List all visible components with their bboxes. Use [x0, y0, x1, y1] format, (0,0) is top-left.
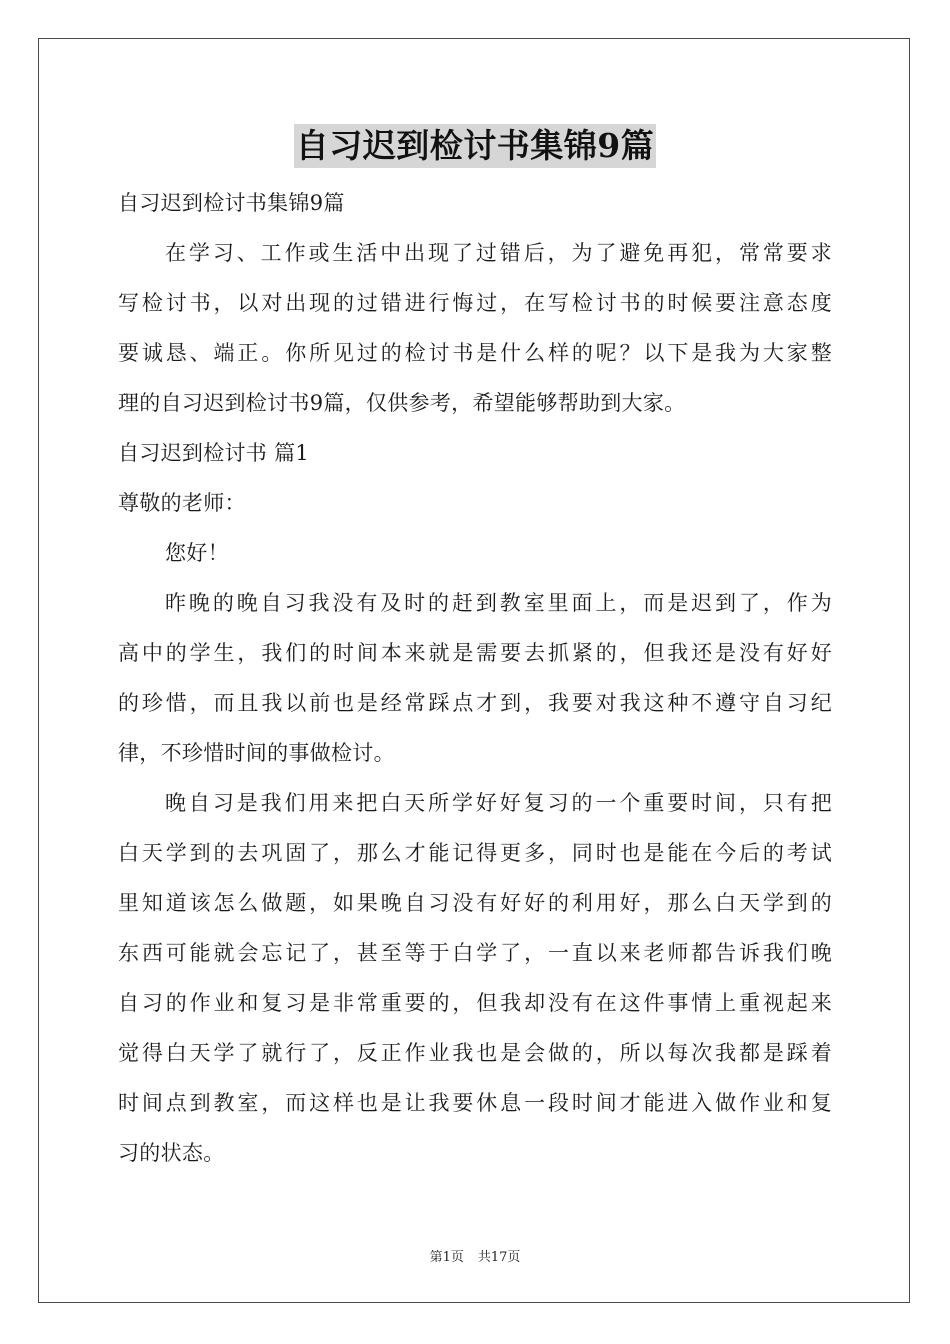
- text-line: 习的状态。: [118, 1141, 225, 1165]
- text-line: 理的自习迟到检讨书9篇，仅供参考，希望能够帮助到大家。: [118, 391, 686, 415]
- page-total: 共17页: [477, 1250, 521, 1265]
- text-line: 昨晚的晚自习我没有及时的赶到教室里面上，而是迟到了，作为: [165, 591, 832, 615]
- document-body: [118, 178, 832, 1178]
- text-line: 在学习、工作或生活中出现了过错后，为了避免再犯，常常要求: [165, 241, 832, 265]
- text-line: 自习迟到检讨书 篇1: [118, 441, 310, 465]
- text-line: 写检讨书，以对出现的过错进行悔过，在写检讨书的时候要注意态度: [118, 291, 832, 315]
- text-line: 律，不珍惜时间的事做检讨。: [118, 741, 395, 765]
- text-line: 晚自习是我们用来把白天所学好好复习的一个重要时间，只有把: [165, 791, 832, 815]
- text-line: 的珍惜，而且我以前也是经常踩点才到，我要对我这种不遵守自习纪: [118, 691, 832, 715]
- text-line: 东西可能就会忘记了，甚至等于白学了，一直以来老师都告诉我们晚: [118, 941, 832, 965]
- text-line: 高中的学生，我们的时间本来就是需要去抓紧的，但我还是没有好好: [118, 641, 832, 665]
- text-line: 自习迟到检讨书集锦9篇: [118, 191, 345, 215]
- text-line: 您好！: [165, 541, 229, 565]
- title-block: [0, 124, 950, 168]
- text-line: 时间点到教室，而这样也是让我要休息一段时间才能进入做作业和复: [118, 1091, 832, 1115]
- text-line: 里知道该怎么做题，如果晚自习没有好好的利用好，那么白天学到的: [118, 891, 832, 915]
- text-line: 觉得白天学了就行了，反正作业我也是会做的，所以每次我都是踩着: [118, 1041, 832, 1065]
- text-line: 自习的作业和复习是非常重要的，但我却没有在这件事情上重视起来: [118, 991, 832, 1015]
- page-footer: [0, 1246, 950, 1265]
- text-line: 白天学到的去巩固了，那么才能记得更多，同时也是能在今后的考试: [118, 841, 832, 865]
- text-line: 尊敬的老师：: [118, 491, 246, 515]
- text-line: 要诚恳、端正。你所见过的检讨书是什么样的呢？以下是我为大家整: [118, 341, 832, 365]
- page-number: 第1页: [429, 1250, 464, 1265]
- document-title: 自习迟到检讨书集锦9篇: [294, 124, 656, 168]
